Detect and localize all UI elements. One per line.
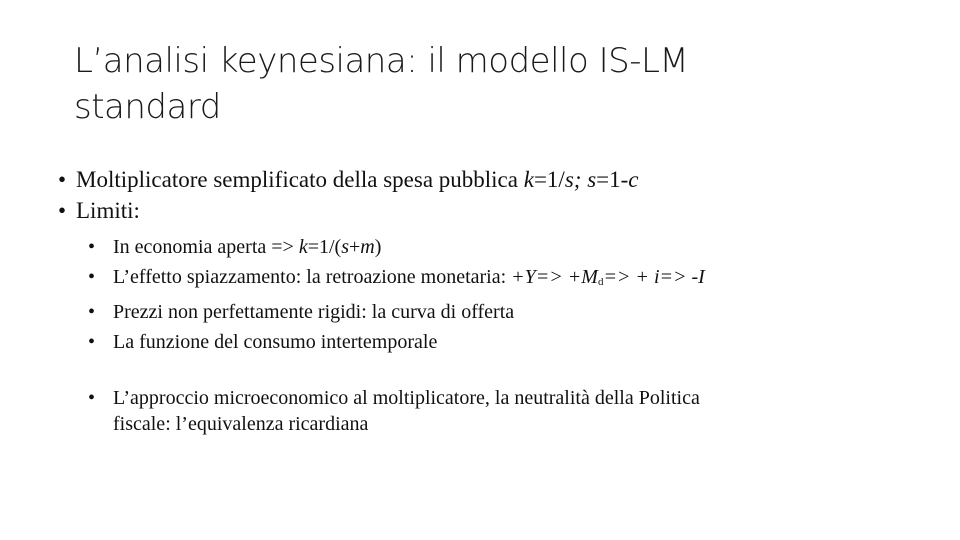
formula-close: ) [374,236,382,258]
bullet-icon: • [88,266,96,288]
bullet-limiti [58,195,918,226]
formula-arrow1: => +M [535,266,598,288]
sub-bullet-ricardiana [58,385,918,437]
bullet-text: Limiti: [76,198,140,223]
formula-k: k [523,167,534,192]
spacer [58,357,918,385]
formula-eq1: =1/ [533,167,565,192]
formula-arrow2: => + [603,266,654,288]
bullet-icon: • [58,167,67,192]
formula-s2: s [587,167,597,192]
formula-arrow3: => - [659,266,699,288]
sub-bullet-text: Prezzi non perfettamente rigidi: la curva di offerta [113,301,515,323]
formula-sep: ; [573,167,588,192]
formula-s: s [341,236,349,258]
sub-bullet-text: In economia aperta => [113,236,299,258]
title-line-2: standard [74,87,221,127]
formula-plus: + [349,236,361,258]
sub-bullet-consumo [58,327,918,357]
formula-s: s [564,167,574,192]
sub-bullet-economia-aperta [58,232,918,262]
formula-m: m [360,236,375,258]
bullet-icon: • [88,387,96,409]
sub-bullet-spiazzamento [58,262,918,297]
bullet-icon: • [88,331,96,353]
sub-bullet-text-line2: fiscale: l’equivalenza ricardiana [113,413,369,435]
sub-bullet-prezzi [58,297,918,327]
sub-bullet-text: L’effetto spiazzamento: la retroazione monetaria: [113,266,512,288]
bullet-icon: • [88,301,96,323]
formula-i: i [653,266,660,288]
formula-eq: =1/( [307,236,342,258]
bullet-moltiplicatore [58,164,918,195]
slide-title [74,38,894,130]
formula-c: c [628,167,639,192]
formula-k: k [298,236,308,258]
bullet-icon: • [88,236,96,258]
slide-body [58,164,918,437]
formula-part1: +Y [511,266,536,288]
sub-bullet-text: La funzione del consumo intertemporale [113,331,438,353]
title-line-1: L’analisi keynesiana: il modello IS-LM [74,41,689,81]
formula-sub-d: d [597,276,604,288]
formula-I: I [698,266,705,288]
bullet-icon: • [58,198,67,223]
sub-bullet-text-line1: L’approccio microeconomico al moltiplicatore, la neutralità della Politica [113,387,700,409]
bullet-text: Moltiplicatore semplificato della spesa pubblica [76,167,524,192]
formula-eq2: =1- [596,167,629,192]
